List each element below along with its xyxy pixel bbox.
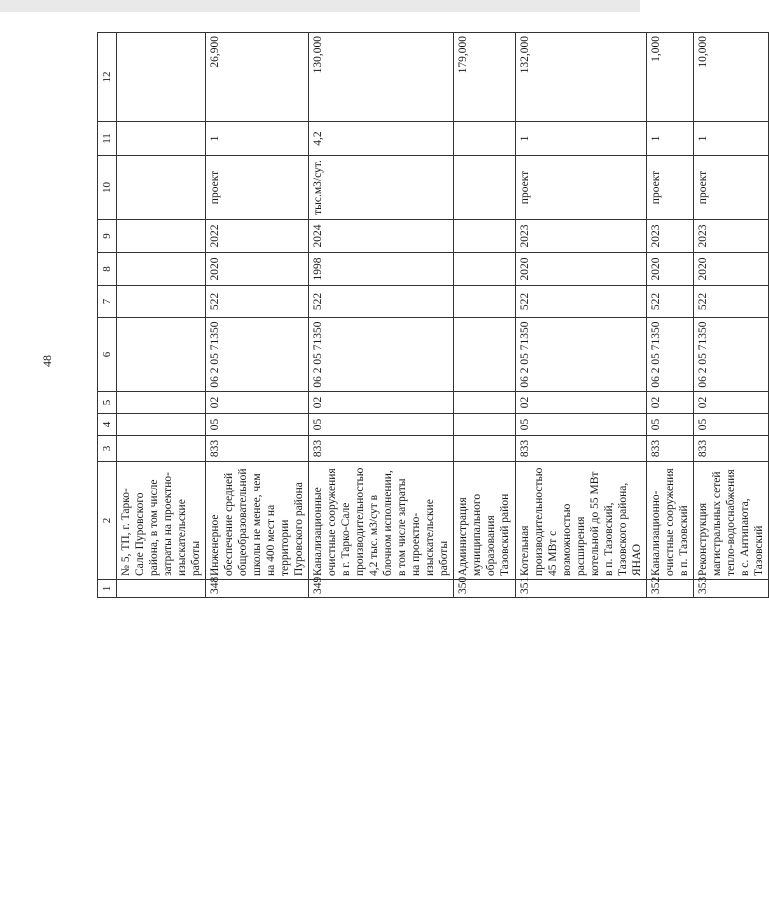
- cell-4: 05: [309, 414, 454, 436]
- table-header-row: [98, 33, 117, 598]
- cell-3: [117, 436, 206, 462]
- cell-3: 833: [647, 436, 694, 462]
- cell-3: 833: [309, 436, 454, 462]
- cell-11: [117, 122, 206, 156]
- header-cell: 5: [98, 392, 117, 414]
- header-cell: 12: [98, 33, 117, 122]
- cell-7: 522: [206, 286, 309, 318]
- cell-9: [454, 220, 516, 253]
- object-name: Канализационные очистные сооружения в г. Тарко-Сале производительностью 4,2 тыс. м3/сут в блочном исполнении, в том числе затраты на проектно-изыскательские работы: [309, 462, 454, 580]
- table-row: [694, 33, 769, 598]
- row-number: 353: [694, 580, 769, 598]
- cell-5: 02: [309, 392, 454, 414]
- table-row: [117, 33, 206, 598]
- cell-3: [454, 436, 516, 462]
- cell-11: 4,2: [309, 122, 454, 156]
- cell-6: 06 2 05 71350: [647, 318, 694, 392]
- table-row: [454, 33, 516, 598]
- cell-10: проект: [206, 156, 309, 220]
- header-cell: 4: [98, 414, 117, 436]
- cell-12: 132,000: [516, 33, 647, 122]
- header-cell: 3: [98, 436, 117, 462]
- cell-12: 130,000: [309, 33, 454, 122]
- cell-4: 05: [694, 414, 769, 436]
- header-cell: 9: [98, 220, 117, 253]
- cell-12: 10,000: [694, 33, 769, 122]
- cell-9: 2023: [694, 220, 769, 253]
- header-cell: 6: [98, 318, 117, 392]
- cell-9: 2023: [516, 220, 647, 253]
- cell-6: 06 2 05 71350: [694, 318, 769, 392]
- cell-8: [117, 253, 206, 286]
- cell-6: 06 2 05 71350: [206, 318, 309, 392]
- cell-4: 05: [647, 414, 694, 436]
- budget-table: [97, 32, 769, 598]
- row-number: 350: [454, 580, 516, 598]
- cell-10: проект: [647, 156, 694, 220]
- cell-12: [117, 33, 206, 122]
- cell-9: 2024: [309, 220, 454, 253]
- cell-7: 522: [647, 286, 694, 318]
- cell-10: проект: [516, 156, 647, 220]
- page-number: 48: [40, 355, 54, 367]
- cell-5: 02: [206, 392, 309, 414]
- cell-3: 833: [516, 436, 647, 462]
- cell-11: 1: [516, 122, 647, 156]
- cell-11: 1: [206, 122, 309, 156]
- row-number: 349: [309, 580, 454, 598]
- header-cell: 7: [98, 286, 117, 318]
- cell-9: [117, 220, 206, 253]
- cell-6: 06 2 05 71350: [309, 318, 454, 392]
- cell-4: 05: [206, 414, 309, 436]
- table-row: [516, 33, 647, 598]
- header-cell: 10: [98, 156, 117, 220]
- cell-10: [117, 156, 206, 220]
- cell-10: [454, 156, 516, 220]
- cell-11: 1: [647, 122, 694, 156]
- cell-10: проект: [694, 156, 769, 220]
- object-name: Инженерное обеспечение средней общеобразовательной школы не менее, чем на 400 мест на территории Пуровского района: [206, 462, 309, 580]
- cell-4: [454, 414, 516, 436]
- cell-8: 2020: [206, 253, 309, 286]
- cell-8: 2020: [516, 253, 647, 286]
- cell-6: 06 2 05 71350: [516, 318, 647, 392]
- cell-10: тыс.м3/сут.: [309, 156, 454, 220]
- cell-4: 05: [516, 414, 647, 436]
- object-name: Администрация муниципального образования Тазовский район: [454, 462, 516, 580]
- cell-7: 522: [694, 286, 769, 318]
- header-cell: 2: [98, 462, 117, 580]
- cell-7: [454, 286, 516, 318]
- cell-8: 1998: [309, 253, 454, 286]
- object-name: № 5, ТП, г. Тарко-Сале Пуровского района, в том числе затраты на проектно-изыскательские работы: [117, 462, 206, 580]
- table-row: [647, 33, 694, 598]
- cell-6: [454, 318, 516, 392]
- cell-3: 833: [206, 436, 309, 462]
- cell-5: [117, 392, 206, 414]
- cell-11: 1: [694, 122, 769, 156]
- object-name: Реконструкция магистральных сетей тепло-водоснабжения в с. Антипаюта, Тазовский: [694, 462, 769, 580]
- cell-5: 02: [647, 392, 694, 414]
- cell-12: 1,000: [647, 33, 694, 122]
- cell-12: 179,000: [454, 33, 516, 122]
- row-number: 348: [206, 580, 309, 598]
- cell-7: [117, 286, 206, 318]
- cell-9: 2022: [206, 220, 309, 253]
- cell-4: [117, 414, 206, 436]
- cell-8: [454, 253, 516, 286]
- cell-8: 2020: [647, 253, 694, 286]
- cell-5: [454, 392, 516, 414]
- row-number: 352: [647, 580, 694, 598]
- table-row: [309, 33, 454, 598]
- header-cell: 11: [98, 122, 117, 156]
- cell-11: [454, 122, 516, 156]
- cell-7: 522: [309, 286, 454, 318]
- cell-9: 2023: [647, 220, 694, 253]
- table-row: [206, 33, 309, 598]
- cell-8: 2020: [694, 253, 769, 286]
- rotated-table-container: [97, 33, 765, 598]
- object-name: Котельная производительностью 45 МВт с возможностью расширения котельной до 55 МВт в п. Тазовский, Тазовского района, ЯНАО: [516, 462, 647, 580]
- row-number: 351: [516, 580, 647, 598]
- header-cell: 1: [98, 580, 117, 598]
- cell-6: [117, 318, 206, 392]
- cell-5: 02: [516, 392, 647, 414]
- cell-3: 833: [694, 436, 769, 462]
- cell-5: 02: [694, 392, 769, 414]
- header-cell: 8: [98, 253, 117, 286]
- cell-7: 522: [516, 286, 647, 318]
- object-name: Канализационно-очистные сооружения в п. Тазовский: [647, 462, 694, 580]
- cell-12: 26,900: [206, 33, 309, 122]
- row-number: [117, 580, 206, 598]
